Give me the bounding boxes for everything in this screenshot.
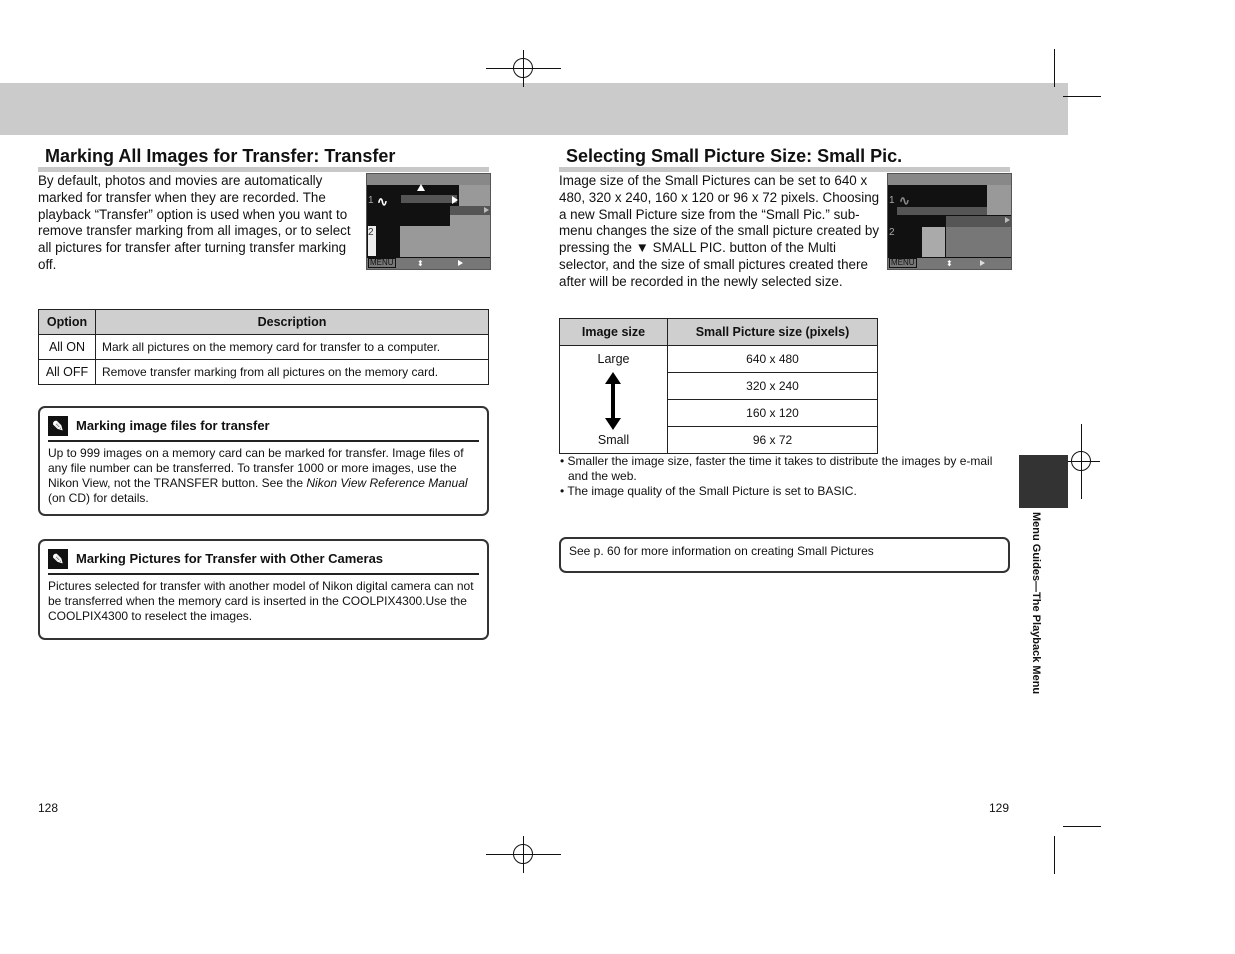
options-table [38,309,489,385]
note-title: Marking image files for transfer [76,418,270,433]
header-band [0,83,1068,135]
size-scale-cell [560,346,668,454]
table-row [560,346,878,373]
size-cell: 320 x 240 [668,373,878,400]
right-intro-wrap [559,173,1010,291]
camera-lcd-transfer-menu [366,173,491,270]
crop-mark-top-right-h [1063,96,1101,97]
note-pencil-icon: ✎ [48,416,68,436]
page-number-left: 128 [38,801,59,815]
description-cell: Mark all pictures on the memory card for transfer to a computer. [96,335,489,360]
size-cell: 160 x 120 [668,400,878,427]
size-cell: 96 x 72 [668,427,878,454]
left-heading-text: Marking All Images for Transfer: Transfer [45,146,396,166]
lcd-row-1: 1 [368,195,374,206]
transfer-icon: ∿ [899,193,910,208]
table-row [39,335,489,360]
list-item: • The image quality of the Small Picture is set to BASIC. [560,484,857,498]
note-title: Marking Pictures for Transfer with Other Cameras [76,551,384,566]
registration-circle-bottom [513,844,533,864]
size-header-small-picture: Small Picture size (pixels) [668,319,878,346]
note-body [48,446,475,506]
up-arrow-icon [417,184,425,191]
play-icon [458,260,463,266]
table-row [39,360,489,385]
note-header [48,549,479,575]
note-header [48,416,479,442]
lcd-row-2: 2 [889,227,895,238]
right-heading [559,146,1010,172]
crop-mark-top-right-v [1054,49,1055,87]
lcd-menu-label: MENU [891,258,915,267]
image-size-table [559,318,878,454]
section-side-label-text: Menu Guides—The Playback Menu [1030,512,1042,695]
large-label: Large [597,352,630,366]
updown-icon: ⬍ [946,259,953,268]
option-cell: All ON [39,335,96,360]
note-box-transfer-files [38,406,489,516]
left-intro-text: By default, photos and movies are automatically marked for transfer when they are recorded. The playback “Transfer” option is used when you want to remove transfer marking from all images, or to select all pictures for transfer after turning transfer marking off. [38,173,351,272]
double-arrow-icon [602,372,624,430]
lcd-menu-label: MENU [370,258,394,267]
options-header-option: Option [39,310,96,335]
note-manual-title: Nikon View Reference Manual [306,476,468,490]
transfer-icon: ∿ [377,194,388,209]
note-body: Pictures selected for transfer with another model of Nikon digital camera can not be transferred when the memory card is inserted in the COOLPIX4300.Use the COOLPIX4300 to reselect the images. [48,579,474,623]
note-body-text-end: (on CD) for details. [48,491,149,505]
bullet-list [560,454,1005,499]
registration-circle-top [513,58,533,78]
left-heading [38,146,489,172]
note-box-other-cameras [38,539,489,640]
section-tab [1019,455,1068,508]
note-pencil-icon: ✎ [48,549,68,569]
left-heading-underline [38,167,489,172]
see-also-text: See p. 60 for more information on creating Small Pictures [569,544,874,558]
crop-mark-bottom-right-h [1063,826,1101,827]
lcd-row-2: 2 [368,227,374,238]
note-body-text: Up to 999 images on a memory card can be marked for transfer. Image files of any file number can be transferred. To transfer 1000 or more images, use the Nikon View, not the TRANSFER button. See the [48,446,464,490]
description-cell: Remove transfer marking from all pictures on the memory card. [96,360,489,385]
crop-mark-bottom-right-v [1054,836,1055,874]
options-header-description: Description [96,310,489,335]
see-also-box [559,537,1010,573]
list-item: • Smaller the image size, faster the time it takes to distribute the images by e-mail and the web. [560,454,993,483]
registration-circle-right [1071,451,1091,471]
right-intro-text: Image size of the Small Pictures can be set to 640 x 480, 320 x 240, 160 x 120 or 96 x 72 pixels. Choosing a new Small Picture size from the “Small Pic.” sub-menu changes the size of the small picture created by pressing the ▼ SMALL PIC. button of the Multi selector, and the size of small pictures created there after will be recorded in the newly selected size. [559,173,880,289]
right-arrow-outline-icon [484,207,489,213]
size-header-image-size: Image size [560,319,668,346]
small-label: Small [597,433,630,447]
right-heading-underline [559,167,1010,172]
page-number-right: 129 [989,801,1010,815]
lcd-row-1: 1 [889,195,895,206]
right-heading-text: Selecting Small Picture Size: Small Pic. [566,146,903,166]
right-arrow-icon [452,196,458,204]
updown-icon: ⬍ [417,259,424,268]
size-cell: 640 x 480 [668,346,878,373]
option-cell: All OFF [39,360,96,385]
section-side-label [1030,512,1044,695]
